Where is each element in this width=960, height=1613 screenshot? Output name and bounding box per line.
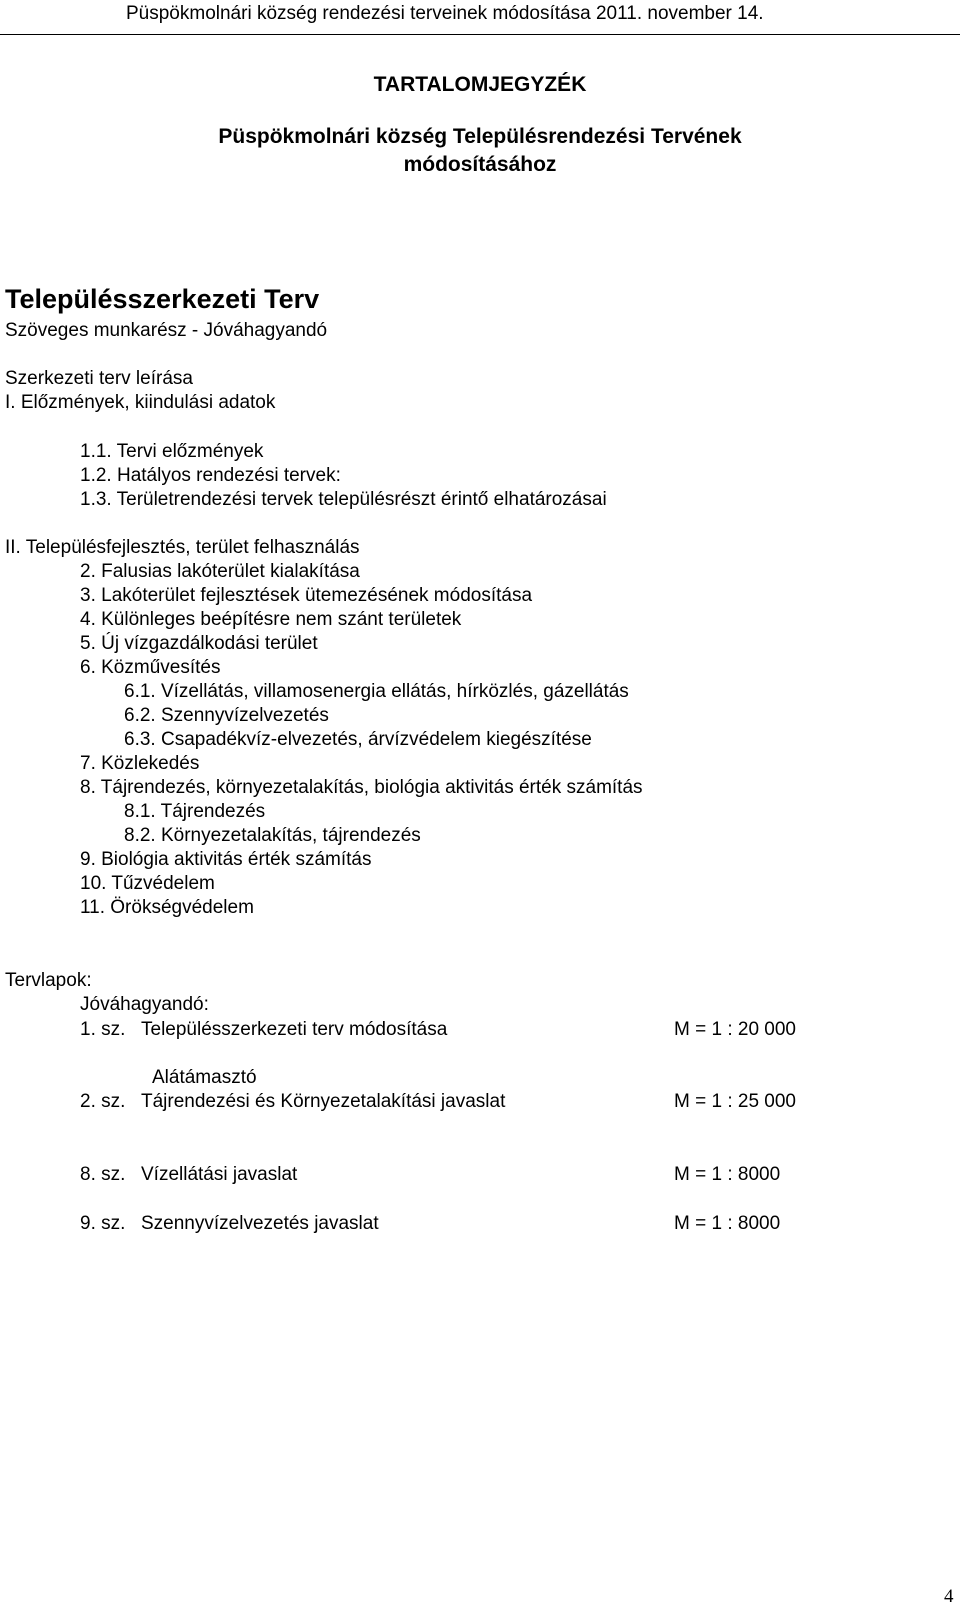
sheet-name: Vízellátási javaslat [141,1164,298,1185]
toc-entry: 6. Közművesítés [80,657,221,678]
sheets-supporting-label: Alátámasztó [152,1067,257,1088]
toc-subentry: 8.2. Környezetalakítás, tájrendezés [124,825,421,846]
document-subtitle-line-1: Püspökmolnári község Településrendezési Tervének [218,125,742,148]
toc-entry: 7. Közlekedés [80,753,200,774]
section-heading: Településszerkezeti Terv [5,284,320,314]
sheet-scale: M = 1 : 20 000 [674,1019,796,1040]
toc-line: Szerkezeti terv leírása [5,368,193,389]
toc-subentry: 6.1. Vízellátás, villamosenergia ellátás, hírközlés, gázellátás [124,681,629,702]
toc-entry: 10. Tűzvédelem [80,873,215,894]
toc-part-heading: II. Településfejlesztés, terület felhasználás [5,537,360,558]
sheet-name: Településszerkezeti terv módosítása [141,1019,448,1040]
running-header-title: Püspökmolnári község rendezési terveinek módosítása 2011. november 14. [126,3,764,24]
sheet-number: 1. sz. [80,1019,126,1040]
toc-subentry: 8.1. Tájrendezés [124,801,266,822]
sheet-scale: M = 1 : 8000 [674,1164,781,1185]
toc-entry: 8. Tájrendezés, környezetalakítás, biológia aktivitás érték számítás [80,777,643,798]
toc-line: I. Előzmények, kiindulási adatok [5,392,276,413]
sheet-name: Szennyvízelvezetés javaslat [141,1213,379,1234]
toc-entry: 4. Különleges beépítésre nem szánt területek [80,609,462,630]
toc-subentry: 6.3. Csapadékvíz-elvezetés, árvízvédelem kiegészítése [124,729,592,750]
sheets-approved-label: Jóváhagyandó: [80,994,209,1015]
sheet-scale: M = 1 : 8000 [674,1213,781,1234]
toc-entry: 11. Örökségvédelem [80,897,254,918]
toc-entry: 3. Lakóterület fejlesztések ütemezésének módosítása [80,585,533,606]
toc-entry: 2. Falusias lakóterület kialakítása [80,561,360,582]
toc-title: TARTALOMJEGYZÉK [373,73,587,96]
sheet-scale: M = 1 : 25 000 [674,1091,796,1112]
toc-entry: 1.3. Területrendezési tervek településrészt érintő elhatározásai [80,489,607,510]
toc-line: Szöveges munkarész - Jóváhagyandó [5,320,328,341]
toc-entry: 1.2. Hatályos rendezési tervek: [80,465,341,486]
toc-subentry: 6.2. Szennyvízelvezetés [124,705,329,726]
toc-entry: 9. Biológia aktivitás érték számítás [80,849,372,870]
sheet-number: 9. sz. [80,1213,126,1234]
running-header [0,0,960,35]
sheet-number: 8. sz. [80,1164,126,1185]
page-number: 4 [944,1586,954,1607]
sheet-name: Tájrendezési és Környezetalakítási javaslat [141,1091,506,1112]
document-subtitle [0,123,960,179]
toc-entry: 5. Új vízgazdálkodási terület [80,633,318,654]
document-subtitle-line-2: módosításához [403,153,557,176]
toc-entry: 1.1. Tervi előzmények [80,441,264,462]
sheets-heading: Tervlapok: [5,970,92,991]
sheet-number: 2. sz. [80,1091,126,1112]
